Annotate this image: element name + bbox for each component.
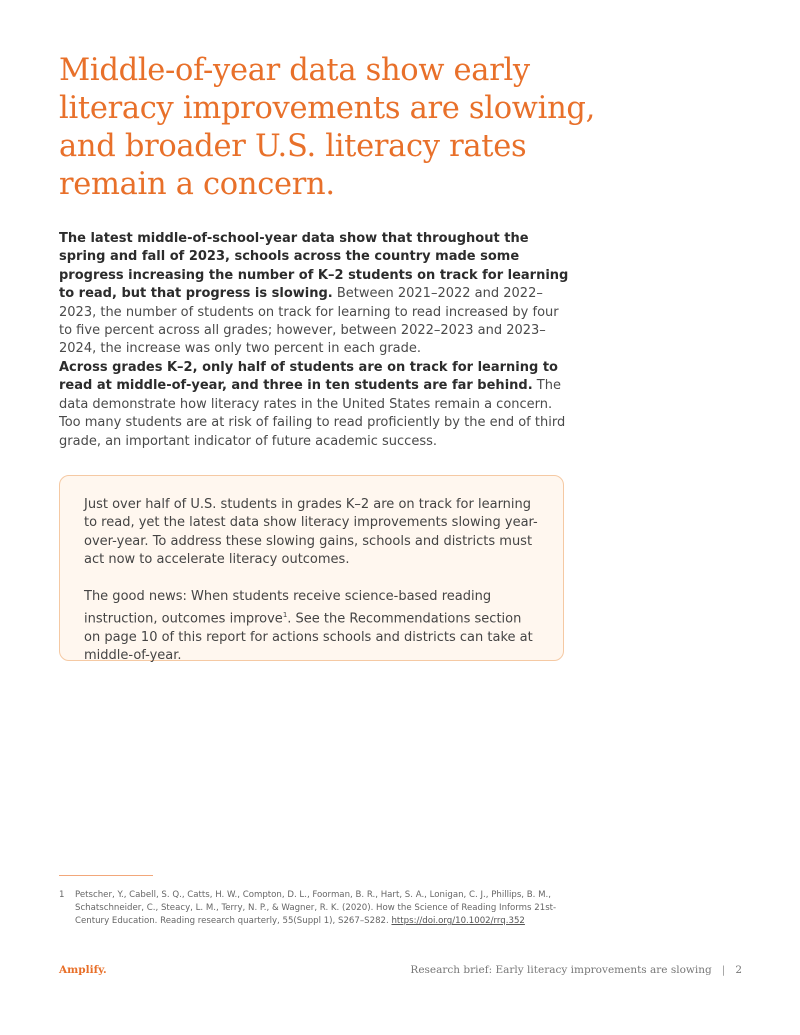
footer-separator: |	[721, 964, 726, 976]
footnote-number: 1	[59, 890, 65, 900]
footnote-doi-link[interactable]: https://doi.org/10.1002/rrq.352	[391, 916, 525, 926]
running-title: Research brief: Early literacy improvements are slowing	[410, 964, 712, 976]
footnote-text	[75, 889, 579, 928]
callout-box	[59, 475, 564, 664]
footnote-reference[interactable]: 1	[282, 611, 288, 620]
footnote-citation: Petscher, Y., Cabell, S. Q., Catts, H. W., Compton, D. L., Foorman, B. R., Hart, S. A., Lonigan, C. J., Phillips, B. M., Schatschneider, C., Steacy, L. M., Terry, N. P., & Wagner, R. K. (2020). How the Science of Reading Informs 21st-Century Education. Reading research quarterly, 55(Suppl 1), S267–S282.	[75, 890, 557, 926]
page-number: 2	[735, 964, 742, 976]
callout-paragraph-2-end: . See the Recommendations section on page 10 of this report for actions schools and districts can take at middle-of-year.	[84, 611, 533, 664]
footnote-divider	[59, 875, 153, 876]
running-footer	[410, 964, 742, 976]
footnote	[59, 889, 579, 928]
intro-paragraph-lead: The latest middle-of-school-year data show that throughout the spring and fall of 2023, schools across the country made some progress increasing the number of K–2 students on track for learning to read, but that progress is slowing.	[59, 231, 569, 302]
intro-paragraph	[59, 230, 569, 359]
brand-logo: Amplify.	[59, 964, 107, 976]
concern-paragraph-lead: Across grades K–2, only half of students are on track for learning to read at middle-of-year, and three in ten students are far behind.	[59, 360, 558, 394]
concern-paragraph-body: The data demonstrate how literacy rates in the United States remain a concern. Too many students are at risk of failing to read proficiently by the end of third grade, an important indicator of future academic success.	[59, 378, 566, 449]
page-footer	[59, 964, 742, 976]
concern-paragraph	[59, 359, 569, 451]
page-title: Middle-of-year data show early literacy improvements are slowing, and broader U.S. literacy rates remain a concern.	[59, 53, 596, 202]
callout-paragraph-1: Just over half of U.S. students in grades K–2 are on track for learning to read, yet the latest data show literacy improvements slowing year-over-year. To address these slowing gains, schools and districts must act now to accelerate literacy outcomes.	[84, 497, 538, 568]
callout-paragraph-2	[84, 588, 541, 666]
intro-paragraph-body: Between 2021–2022 and 2022–2023, the number of students on track for learning to read increased by four to five percent across all grades; however, between 2022–2023 and 2023–2024, the increase was only two percent in each grade.	[59, 286, 559, 357]
callout-paragraph-2-start: The good news: When students receive science-based reading instruction, outcomes improve	[84, 588, 492, 627]
